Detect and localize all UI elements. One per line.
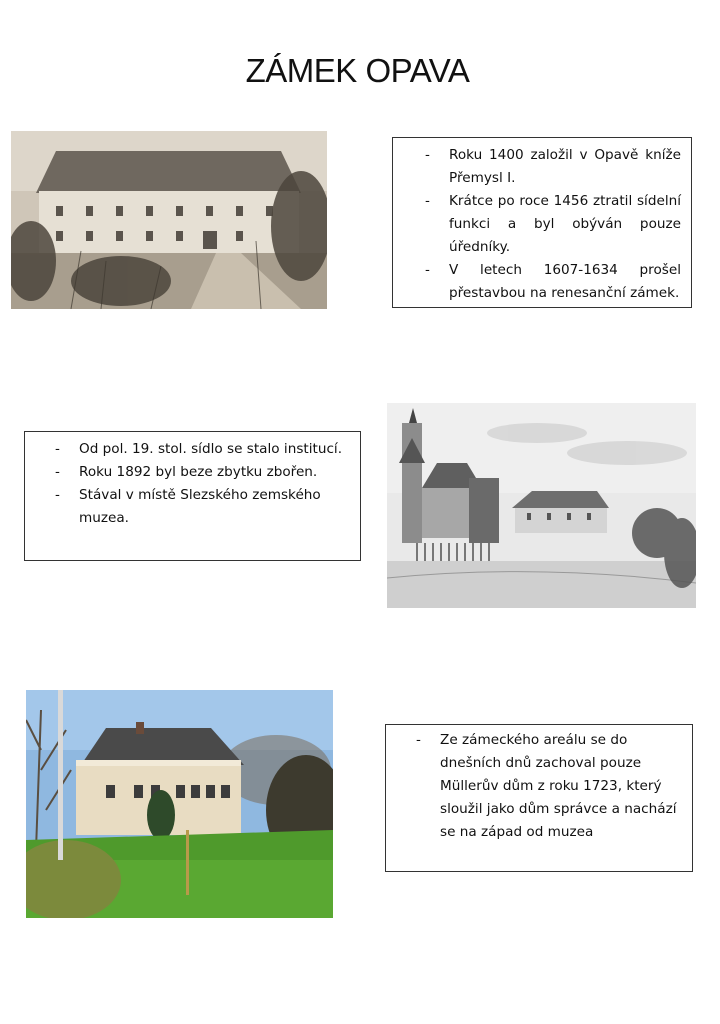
castle-historic-photo [11, 131, 327, 309]
list-item: - Stával v místě Slezského zemského muzea. [55, 484, 350, 530]
list-item: - Krátce po roce 1456 ztratil sídelní funkci a byl obýván pouze úředníky. [425, 190, 681, 259]
info-box-demolition [24, 431, 361, 561]
list-item: - Roku 1400 založil v Opavě kníže Přemysl I. [425, 144, 681, 190]
info-box-muller-house [385, 724, 693, 872]
muller-house-photo [26, 690, 333, 918]
list-item: - Roku 1892 byl beze zbytku zbořen. [55, 461, 350, 484]
list-item: - V letech 1607-1634 prošel přestavbou na renesanční zámek. [425, 259, 681, 305]
page-title: ZÁMEK OPAVA [245, 52, 470, 89]
list-item: - Ze zámeckého areálu se do dnešních dnů zachoval pouze Müllerův dům z roku 1723, který sloužil jako dům správce a nachází se na západ od muzea [416, 729, 682, 844]
list-item: - Od pol. 19. stol. sídlo se stalo institucí. [55, 438, 350, 461]
castle-drawing-image [387, 403, 696, 608]
info-box-founding [392, 137, 692, 308]
